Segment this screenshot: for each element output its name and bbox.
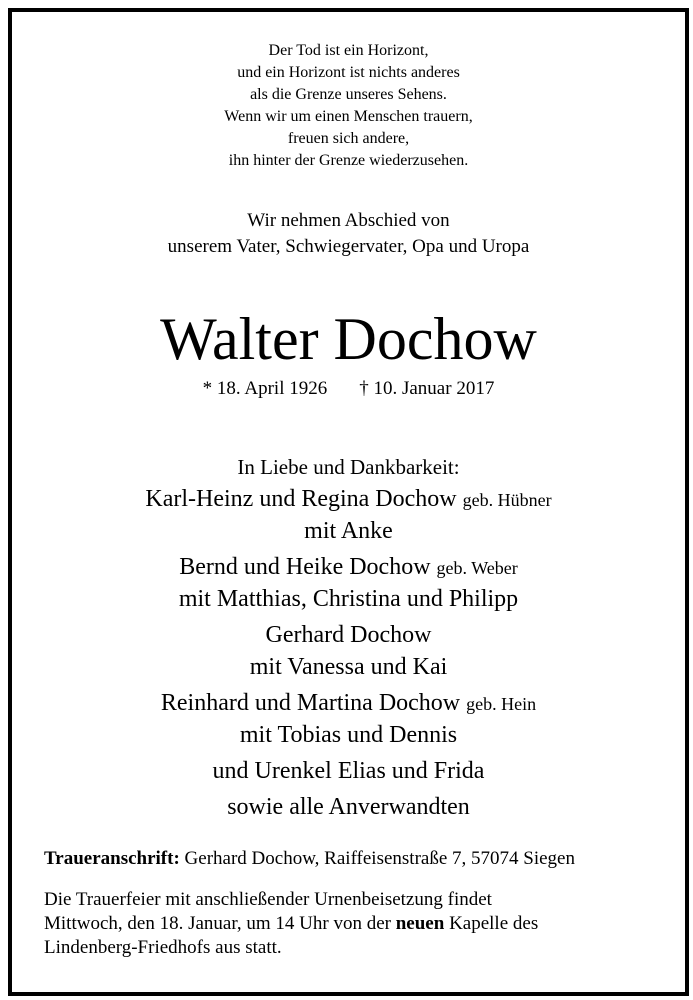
mourners-intro: In Liebe und Dankbarkeit: xyxy=(237,455,460,479)
ceremony-emphasis: neuen xyxy=(395,913,445,934)
mourner-children: mit Anke xyxy=(304,518,393,544)
mourner-family-4 xyxy=(12,686,685,721)
birth-date: * 18. April 1926 xyxy=(202,378,328,399)
ceremony-line: Die Trauerfeier mit anschließender Urnenbeisetzung findet xyxy=(44,889,492,910)
mourner-children: mit Tobias und Dennis xyxy=(239,722,458,748)
mourner-family-2 xyxy=(12,550,685,585)
mourner-family-3: Gerhard Dochow xyxy=(265,622,432,648)
ceremony-line xyxy=(44,912,538,936)
relatives: sowie alle Anverwandten xyxy=(227,794,470,820)
farewell-text xyxy=(12,208,685,260)
address-text: Gerhard Dochow, Raiffeisenstraße 7, 57074 Siegen xyxy=(184,848,575,869)
maiden-name: geb. Hein xyxy=(466,694,537,714)
maiden-name: geb. Weber xyxy=(436,558,518,578)
poem xyxy=(12,40,685,172)
mourner-children: mit Vanessa und Kai xyxy=(249,654,448,680)
mourner-names: Karl-Heinz und Regina Dochow xyxy=(145,486,457,512)
great-grandchildren: und Urenkel Elias und Frida xyxy=(212,758,485,784)
life-dates xyxy=(12,378,685,400)
maiden-name: geb. Hübner xyxy=(462,490,552,510)
farewell-line: unserem Vater, Schwiegervater, Opa und Uropa xyxy=(167,236,530,257)
poem-line: Wenn wir um einen Menschen trauern, xyxy=(224,108,473,125)
poem-line: Der Tod ist ein Horizont, xyxy=(268,42,429,59)
mourner-names: Reinhard und Martina Dochow xyxy=(160,690,461,716)
death-date: † 10. Januar 2017 xyxy=(359,378,495,399)
poem-line: freuen sich andere, xyxy=(287,130,410,147)
ceremony-text: Kapelle des xyxy=(449,913,539,934)
mourning-address xyxy=(44,848,575,870)
mourner-names: Bernd und Heike Dochow xyxy=(179,554,431,580)
deceased-name: Walter Dochow xyxy=(160,306,537,372)
ceremony-text: Mittwoch, den 18. Januar, um 14 Uhr von der xyxy=(44,913,391,934)
poem-line: als die Grenze unseres Sehens. xyxy=(250,86,447,103)
address-label: Traueranschrift: xyxy=(44,848,180,869)
poem-line: und ein Horizont ist nichts anderes xyxy=(237,64,460,81)
farewell-line: Wir nehmen Abschied von xyxy=(247,210,450,231)
mourner-family-1 xyxy=(12,482,685,517)
ceremony-info xyxy=(44,888,538,960)
ceremony-line: Lindenberg-Friedhofs aus statt. xyxy=(44,937,282,958)
obituary-notice xyxy=(8,8,689,996)
mourner-children: mit Matthias, Christina und Philipp xyxy=(178,586,519,612)
poem-line: ihn hinter der Grenze wiederzusehen. xyxy=(228,152,469,169)
